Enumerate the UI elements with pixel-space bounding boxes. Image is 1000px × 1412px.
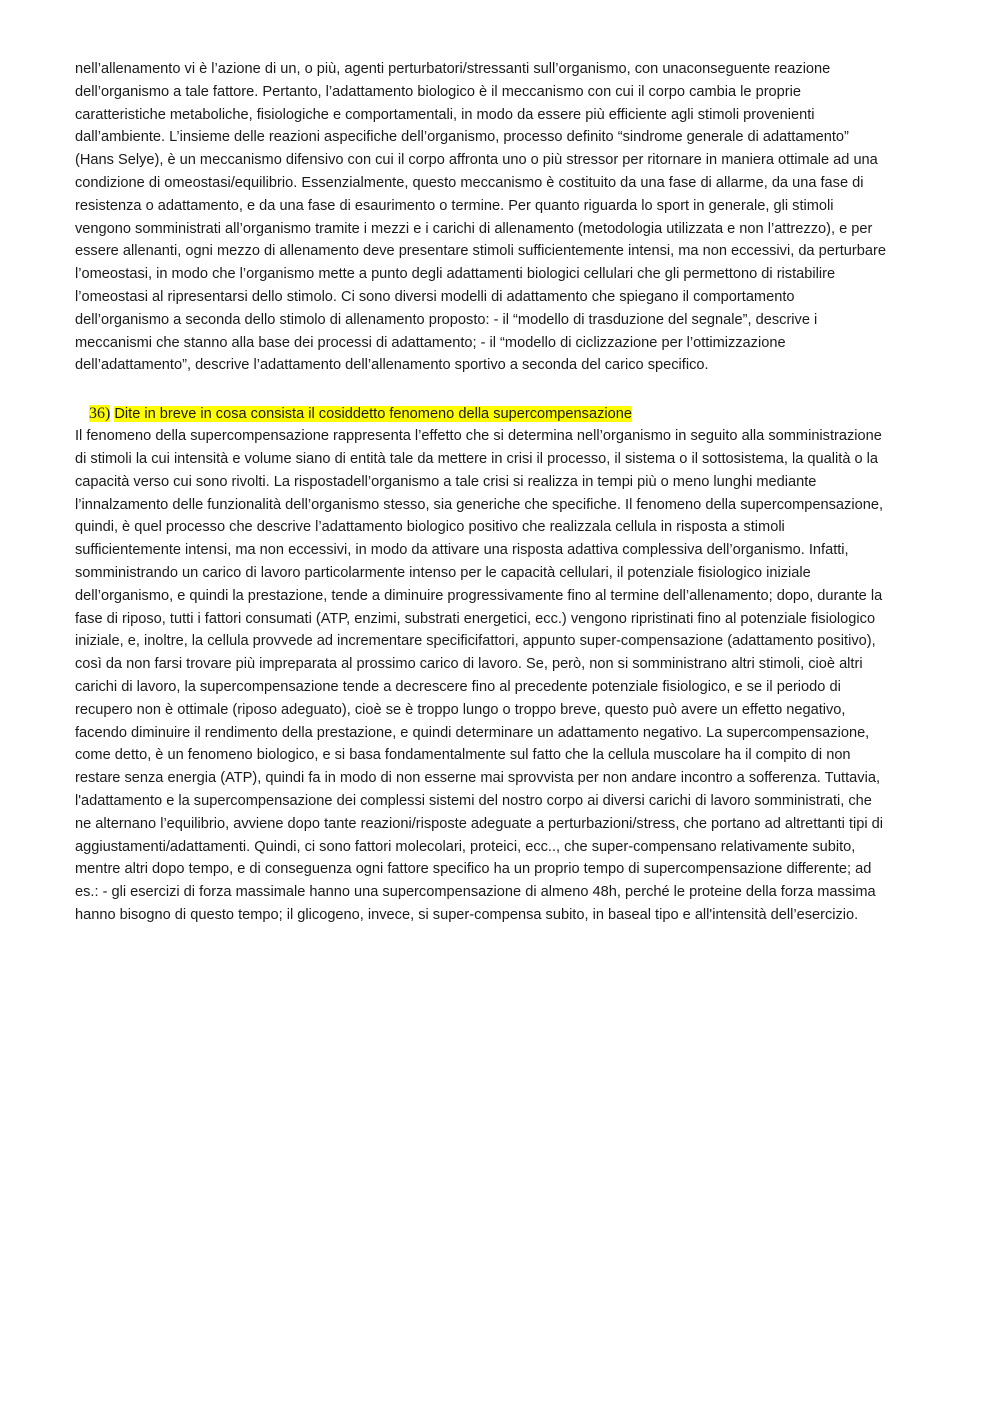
question-number: 36) [89,405,111,423]
document-page [75,58,890,927]
question-heading [89,403,890,425]
body-paragraph-adattamento: nell’allenamento vi è l’azione di un, o più, agenti perturbatori/stressanti sull’organismo, con unaconseguente reazione dell’organismo a tale fattore. Pertanto, l’adattamento biologico è il meccanismo con cui il corpo cambia le proprie caratteristiche metaboliche, fisiologiche e comportamentali, in modo da essere più efficiente agli stimoli provenienti dall’ambiente. L’insieme delle reazioni aspecifiche dell’organismo, processo definito “sindrome generale di adattamento” (Hans Selye), è un meccanismo difensivo con cui il corpo affronta uno o più stressor per ritornare in maniera ottimale ad una condizione di omeostasi/equilibrio. Essenzialmente, questo meccanismo è costituito da una fase di allarme, da una fase di resistenza o adattamento, e da una fase di esaurimento o termine. Per quanto riguarda lo sport in generale, gli stimoli vengono somministrati all’organismo tramite i mezzi e i carichi di allenamento (metodologia utilizzata e non l’attrezzo), e per essere allenanti, ogni mezzo di allenamento deve presentare stimoli sufficientemente intensi, ma non eccessivi, da perturbare l’omeostasi, in modo che l’organismo mette a punto degli adattamenti biologici cellulari che gli permettono di ristabilire l’omeostasi al ripresentarsi dello stimolo. Ci sono diversi modelli di adattamento che spiegano il comportamento dell’organismo a seconda dello stimolo di allenamento proposto: - il “modello di trasduzione del segnale”, descrive i meccanismi che stanno alla base dei processi di adattamento; - il “modello di ciclizzazione per l’ottimizzazione dell’adattamento”, descrive l’adattamento dell’allenamento sportivo a seconda del carico specifico. [75,61,886,374]
body-paragraph-supercompensazione: Il fenomeno della supercompensazione rappresenta l’effetto che si determina nell’organismo in seguito alla somministrazione di stimoli la cui intensità e volume siano di entità tale da mettere in crisi il processo, il sistema o il sottosistema, la qualità o la capacità verso cui sono rivolti. La rispostadell’organismo a tale crisi si realizza in tempi più o meno lunghi mediante l’innalzamento delle funzionalità dell’organismo stesso, sia generiche che specifiche. Il fenomeno della supercompensazione, quindi, è quel processo che descrive l’adattamento biologico positivo che realizzala cellula in risposta a stimoli sufficientemente intensi, ma non eccessivi, in modo da attivare una risposta adattiva complessiva dell’organismo. Infatti, somministrando un carico di lavoro particolarmente intenso per le capacità cellulari, il potenziale fisiologico iniziale dell’organismo, e quindi la prestazione, tende a diminuire progressivamente fino al termine dell’allenamento; dopo, durante la fase di riposo, tutti i fattori consumati (ATP, enzimi, substrati energetici, ecc.) vengono ripristinati fino al potenziale fisiologico iniziale, e, inoltre, la cellula provvede ad incrementare specificifattori, appunto super-compensazione (adattamento positivo), così da non farsi trovare più impreparata al prossimo carico di lavoro. Se, però, non si somministrano altri stimoli, cioè altri carichi di lavoro, la supercompensazione tende a decrescere fino al precedente potenziale fisiologico, e se il periodo di recupero non è ottimale (riposo adeguato), cioè se è troppo lungo o troppo breve, questo può avere un effetto negativo, facendo diminuire il rendimento della prestazione, e quindi determinare un adattamento negativo. La supercompensazione, come detto, è un fenomeno biologico, e si basa fondamentalmente sul fatto che la cellula muscolare ha il compito di non restare senza energia (ATP), quindi fa in modo di non esserne mai sprovvista per non andare incontro a sofferenza. Tuttavia, l'adattamento e la supercompensazione dei complessi sistemi del nostro corpo ai diversi carichi di lavoro somministrati, che ne alternano l’equilibrio, avviene dopo tante reazioni/risposte adeguate a perturbazioni/stress, che portano ad altrettanti tipi di aggiustamenti/adattamenti. Quindi, ci sono fattori molecolari, proteici, ecc.., che super-compensano relativamente subito, mentre altri dopo tempo, e di conseguenza ogni fattore specifico ha un proprio tempo di supercompensazione differente; ad es.: - gli esercizi di forza massimale hanno una supercompensazione di almeno 48h, perché le proteine della forza massima hanno bisogno di questo tempo; il glicogeno, invece, si super-compensa subito, in baseal tipo e all'intensità dell’esercizio. [75,428,884,923]
question-text: Dite in breve in cosa consista il cosiddetto fenomeno della supercompensazione [114,406,632,423]
